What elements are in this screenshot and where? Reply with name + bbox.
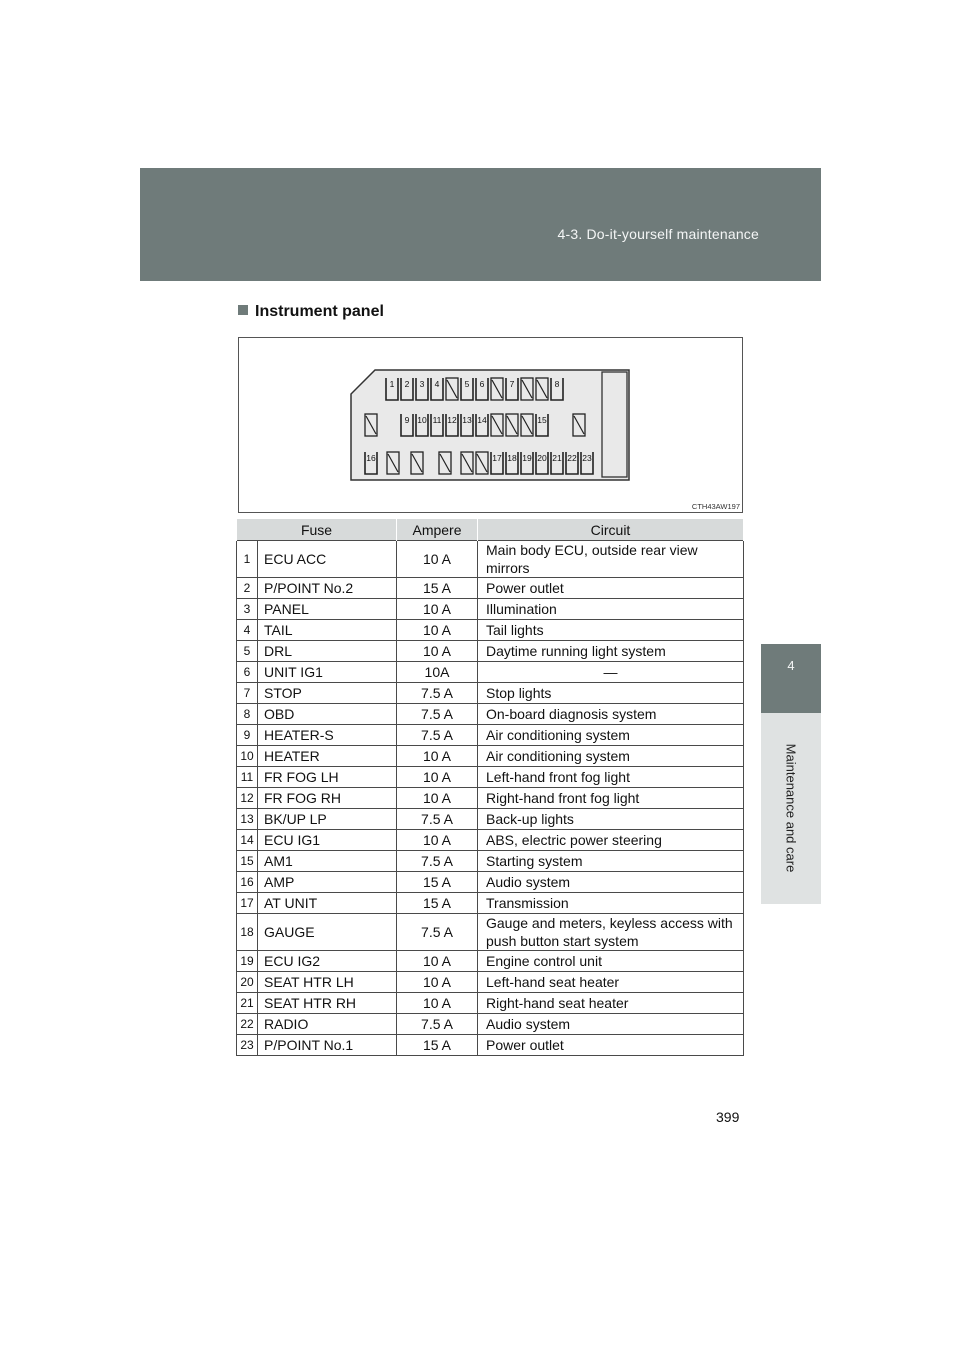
fuse-ampere: 10 A — [397, 951, 478, 972]
fuse-slot-label: 2 — [404, 379, 410, 389]
fuse-circuit: Gauge and meters, keyless access with push button start system — [478, 914, 744, 951]
table-row — [237, 1035, 744, 1056]
fuse-name: OBD — [258, 704, 397, 725]
fuse-slot-label: 6 — [479, 379, 485, 389]
fuse-number: 15 — [237, 851, 258, 872]
fuse-name: STOP — [258, 683, 397, 704]
fuse-slot-label: 7 — [509, 379, 515, 389]
fuse-name: P/POINT No.2 — [258, 578, 397, 599]
table-row — [237, 541, 744, 578]
fuse-name: ECU ACC — [258, 541, 397, 578]
fuse-slot-label: 18 — [507, 453, 517, 463]
fuse-name: GAUGE — [258, 914, 397, 951]
fuse-name: P/POINT No.1 — [258, 1035, 397, 1056]
fuse-slot-label: 21 — [552, 453, 562, 463]
fuse-name: SEAT HTR LH — [258, 972, 397, 993]
table-row — [237, 830, 744, 851]
fuse-ampere: 7.5 A — [397, 851, 478, 872]
fuse-ampere: 10A — [397, 662, 478, 683]
fuse-number: 18 — [237, 914, 258, 951]
table-row — [237, 620, 744, 641]
table-row — [237, 704, 744, 725]
table-row — [237, 641, 744, 662]
fuse-circuit: Left-hand seat heater — [478, 972, 744, 993]
fuse-ampere: 15 A — [397, 872, 478, 893]
fuse-circuit: Power outlet — [478, 578, 744, 599]
fuse-table — [236, 519, 744, 1056]
fuse-number: 6 — [237, 662, 258, 683]
fuse-slot-label: 22 — [567, 453, 577, 463]
square-bullet-icon — [238, 305, 248, 315]
fuse-circuit: Air conditioning system — [478, 725, 744, 746]
fuse-circuit: Right-hand seat heater — [478, 993, 744, 1014]
fuse-number: 3 — [237, 599, 258, 620]
table-row — [237, 809, 744, 830]
fuse-box-diagram — [238, 337, 743, 513]
table-row — [237, 683, 744, 704]
fuse-ampere: 10 A — [397, 641, 478, 662]
fuse-circuit: Left-hand front fog light — [478, 767, 744, 788]
fuse-number: 21 — [237, 993, 258, 1014]
fuse-name: PANEL — [258, 599, 397, 620]
fuse-slot-label: 1 — [389, 379, 395, 389]
fuse-ampere: 7.5 A — [397, 704, 478, 725]
fuse-slot-label: 8 — [554, 379, 560, 389]
fuse-slot-label: 10 — [417, 415, 427, 425]
fuse-name: DRL — [258, 641, 397, 662]
fuse-name: HEATER-S — [258, 725, 397, 746]
table-row — [237, 746, 744, 767]
chapter-tab-number: 4 — [787, 658, 795, 673]
table-row — [237, 914, 744, 951]
fuse-number: 22 — [237, 1014, 258, 1035]
table-row — [237, 788, 744, 809]
fuse-name: AM1 — [258, 851, 397, 872]
fuse-circuit: Air conditioning system — [478, 746, 744, 767]
fuse-ampere: 15 A — [397, 1035, 478, 1056]
fuse-circuit: Transmission — [478, 893, 744, 914]
fuse-ampere: 10 A — [397, 830, 478, 851]
fuse-slot-label: 13 — [462, 415, 472, 425]
fuse-circuit: Starting system — [478, 851, 744, 872]
fuse-circuit: On-board diagnosis system — [478, 704, 744, 725]
fuse-name: RADIO — [258, 1014, 397, 1035]
fuse-ampere: 10 A — [397, 972, 478, 993]
fuse-circuit: Stop lights — [478, 683, 744, 704]
fuse-name: SEAT HTR RH — [258, 993, 397, 1014]
fuse-name: TAIL — [258, 620, 397, 641]
fuse-number: 4 — [237, 620, 258, 641]
table-row — [237, 851, 744, 872]
fuse-ampere: 10 A — [397, 767, 478, 788]
fuse-number: 5 — [237, 641, 258, 662]
fuse-ampere: 10 A — [397, 541, 478, 578]
fuse-slot-label: 17 — [492, 453, 502, 463]
fuse-name: HEATER — [258, 746, 397, 767]
fuse-ampere: 7.5 A — [397, 1014, 478, 1035]
fuse-circuit: Right-hand front fog light — [478, 788, 744, 809]
fuse-circuit: Tail lights — [478, 620, 744, 641]
header-circuit: Circuit — [478, 519, 744, 541]
fuse-ampere: 10 A — [397, 599, 478, 620]
fuse-number: 14 — [237, 830, 258, 851]
fuse-number: 10 — [237, 746, 258, 767]
fuse-number: 19 — [237, 951, 258, 972]
fuse-number: 13 — [237, 809, 258, 830]
section-heading — [238, 303, 384, 321]
chapter-tab-label-strip — [761, 713, 821, 904]
fuse-ampere: 15 A — [397, 893, 478, 914]
fuse-number: 7 — [237, 683, 258, 704]
fuse-slot-label: 9 — [404, 415, 410, 425]
header-fuse: Fuse — [237, 519, 397, 541]
table-row — [237, 578, 744, 599]
table-row — [237, 872, 744, 893]
section-heading-text: Instrument panel — [255, 303, 384, 320]
table-row — [237, 662, 744, 683]
fuse-ampere: 7.5 A — [397, 809, 478, 830]
fuse-slot-label: 4 — [434, 379, 440, 389]
diagram-code: CTH43AW197 — [691, 502, 740, 511]
fuse-number: 16 — [237, 872, 258, 893]
table-row — [237, 893, 744, 914]
fuse-name: ECU IG1 — [258, 830, 397, 851]
fuse-number: 12 — [237, 788, 258, 809]
table-row — [237, 972, 744, 993]
fuse-number: 20 — [237, 972, 258, 993]
fuse-circuit: Daytime running light system — [478, 641, 744, 662]
fuse-slot-label: 23 — [582, 453, 592, 463]
chapter-header-band — [140, 168, 821, 281]
fuse-slot-label: 15 — [537, 415, 547, 425]
fuse-name: FR FOG LH — [258, 767, 397, 788]
fuse-circuit: Engine control unit — [478, 951, 744, 972]
chapter-tab — [761, 644, 821, 713]
fuse-name: AMP — [258, 872, 397, 893]
fuse-name: BK/UP LP — [258, 809, 397, 830]
fuse-slot-label: 19 — [522, 453, 532, 463]
fuse-circuit: Illumination — [478, 599, 744, 620]
fuse-table-header — [237, 519, 744, 541]
fuse-slot-label: 16 — [366, 453, 376, 463]
fuse-circuit: Audio system — [478, 1014, 744, 1035]
fuse-number: 2 — [237, 578, 258, 599]
fuse-box-illustration — [239, 338, 742, 512]
table-row — [237, 599, 744, 620]
fuse-ampere: 7.5 A — [397, 725, 478, 746]
fuse-slot-label: 12 — [447, 415, 457, 425]
chapter-section-title: 4-3. Do-it-yourself maintenance — [557, 226, 759, 242]
fuse-ampere: 10 A — [397, 993, 478, 1014]
fuse-name: UNIT IG1 — [258, 662, 397, 683]
table-row — [237, 725, 744, 746]
fuse-circuit: Back-up lights — [478, 809, 744, 830]
fuse-ampere: 10 A — [397, 620, 478, 641]
fuse-name: FR FOG RH — [258, 788, 397, 809]
fuse-slot-label: 20 — [537, 453, 547, 463]
fuse-slot-label: 5 — [464, 379, 470, 389]
fuse-circuit: Power outlet — [478, 1035, 744, 1056]
fuse-name: ECU IG2 — [258, 951, 397, 972]
table-row — [237, 1014, 744, 1035]
fuse-name: AT UNIT — [258, 893, 397, 914]
chapter-tab-label: Maintenance and care — [783, 743, 799, 873]
fuse-number: 8 — [237, 704, 258, 725]
fuse-number: 9 — [237, 725, 258, 746]
fuse-slot-label: 3 — [419, 379, 425, 389]
fuse-circuit: — — [478, 662, 744, 683]
fuse-circuit: Main body ECU, outside rear view mirrors — [478, 541, 744, 578]
fuse-ampere: 7.5 A — [397, 683, 478, 704]
fuse-number: 11 — [237, 767, 258, 788]
fuse-circuit: ABS, electric power steering — [478, 830, 744, 851]
fuse-slot-label: 14 — [477, 415, 487, 425]
fuse-number: 1 — [237, 541, 258, 578]
fuse-slot-label: 11 — [432, 415, 442, 425]
table-row — [237, 767, 744, 788]
fuse-ampere: 10 A — [397, 788, 478, 809]
fuse-ampere: 7.5 A — [397, 914, 478, 951]
fuse-ampere: 15 A — [397, 578, 478, 599]
fuse-number: 23 — [237, 1035, 258, 1056]
fuse-ampere: 10 A — [397, 746, 478, 767]
page-number: 399 — [716, 1109, 740, 1125]
header-ampere: Ampere — [397, 519, 478, 541]
fuse-circuit: Audio system — [478, 872, 744, 893]
table-row — [237, 993, 744, 1014]
fuse-number: 17 — [237, 893, 258, 914]
table-row — [237, 951, 744, 972]
